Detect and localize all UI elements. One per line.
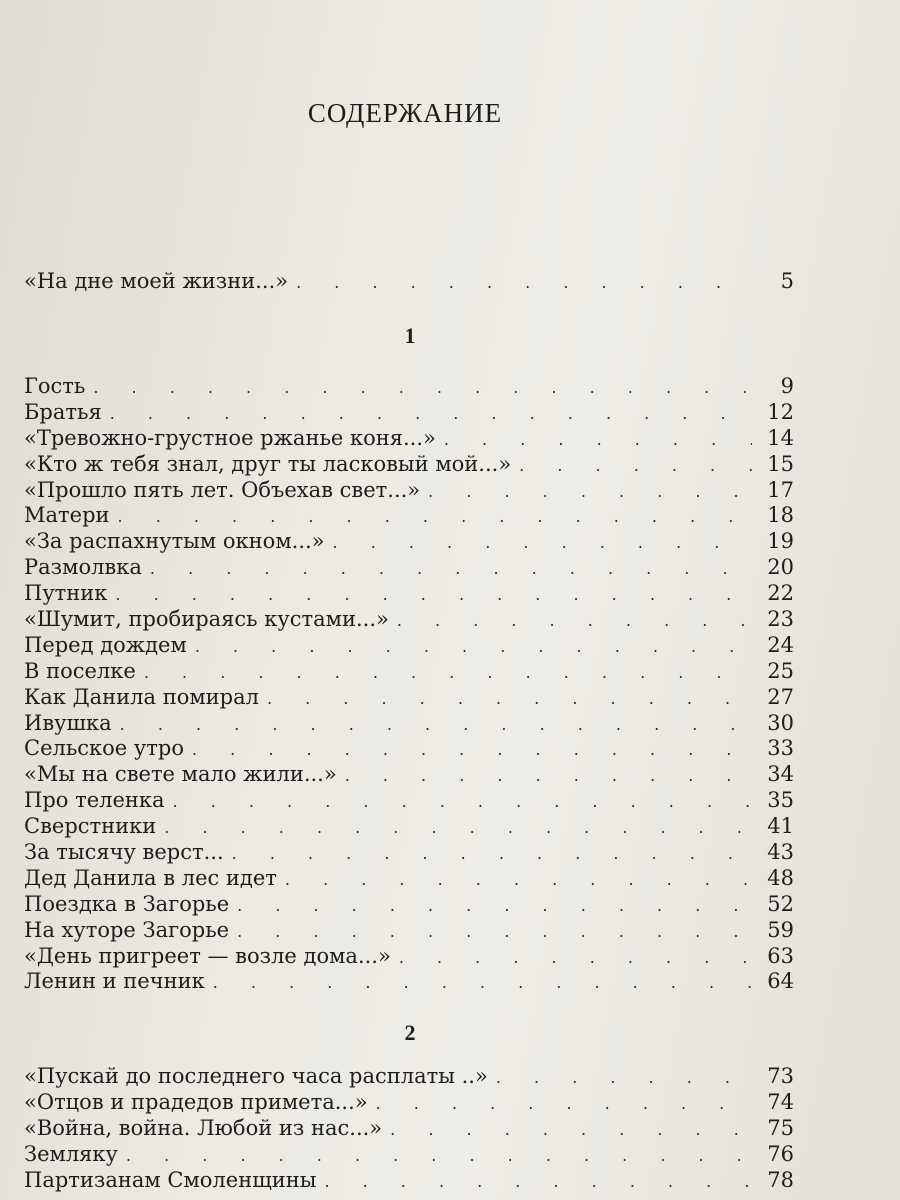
toc-entry-title: «Тревожно-грустное ржанье коня...» (24, 425, 436, 450)
section-heading-2: 2 (404, 1020, 416, 1045)
toc-entry (24, 478, 794, 504)
dot-leader (150, 556, 752, 582)
toc-entry-title: Сверстники (24, 814, 157, 839)
toc-entry-title: За тысячу верст... (24, 840, 224, 865)
dot-leader (164, 815, 752, 841)
toc-entry-title: Размолвка (24, 555, 142, 580)
dot-leader (115, 582, 752, 608)
toc-entry-title: Гость (24, 374, 86, 398)
toc-entry-title: Как Данила помирал (24, 684, 259, 709)
toc-entry-title: Ивушка (24, 710, 112, 735)
toc-entry-page-number: 35 (767, 788, 794, 813)
toc-entry-page-number: 59 (767, 917, 794, 942)
dot-leader (120, 712, 752, 738)
dot-leader (496, 1065, 752, 1091)
toc-entry-title: «День пригреет — возле дома...» (24, 943, 391, 968)
toc-entry-page-number: 19 (767, 529, 794, 554)
toc-entry-page-number: 18 (767, 503, 794, 528)
toc-entry (24, 892, 794, 918)
dot-leader (376, 1091, 752, 1117)
toc-entry-title: На хуторе Загорье (24, 917, 230, 942)
toc-entry-title: «За распахнутым окном...» (24, 529, 325, 554)
dot-leader (232, 841, 752, 867)
toc-entry-title: Матери (24, 503, 110, 528)
dot-leader (195, 634, 752, 660)
toc-entry (24, 555, 794, 581)
dot-leader (390, 1117, 752, 1143)
toc-entry-title: «Шумит, пробираясь кустами...» (24, 607, 389, 632)
toc-entry (24, 969, 794, 995)
toc-entry (24, 814, 794, 840)
toc-entry (24, 918, 794, 944)
toc-entry (24, 374, 794, 400)
toc-entry-page-number: 52 (767, 891, 794, 916)
toc-entry-title: Путник (24, 581, 108, 606)
toc-entry (24, 711, 794, 737)
toc-entry-page-number: 25 (767, 658, 794, 683)
dot-leader (285, 867, 752, 893)
toc-entry-title: «Прошло пять лет. Объехав свет...» (24, 477, 421, 502)
dot-leader (267, 686, 752, 712)
toc-entry-title: «Кто ж тебя знал, друг ты ласковый мой...» (24, 451, 512, 476)
toc-entry (24, 1142, 794, 1168)
dot-leader (93, 375, 752, 401)
toc-entry-title: «Пускай до последнего часа расплаты ..» (24, 1064, 488, 1088)
toc-entry (24, 581, 794, 607)
toc-entry (24, 1168, 794, 1194)
toc-entry-page-number: 22 (767, 581, 794, 606)
section-heading-1: 1 (404, 323, 416, 348)
dot-leader (519, 453, 752, 479)
toc-entry (24, 452, 794, 478)
toc-entry-page-number: 63 (767, 943, 794, 968)
toc-entry-page-number: 64 (767, 969, 794, 994)
toc-entry (24, 1090, 794, 1116)
dot-leader (333, 530, 752, 556)
toc-entry-title: «Мы на свете мало жили...» (24, 762, 337, 787)
toc-entry-page-number: 30 (767, 710, 794, 735)
toc-entry-page-number: 12 (767, 399, 794, 424)
toc-entry-page-number: 14 (767, 425, 794, 450)
toc-entry-title: Земляку (24, 1141, 118, 1166)
toc-entry-page-number: 34 (767, 762, 794, 787)
toc-entry (24, 400, 794, 426)
toc-entry-page-number: 33 (767, 736, 794, 761)
toc-entry (24, 685, 794, 711)
toc-entry-page-number: 76 (767, 1141, 794, 1166)
dot-leader (173, 789, 752, 815)
toc-entry-page-number: 48 (767, 865, 794, 890)
toc-entry-page-number: 43 (767, 840, 794, 865)
toc-entry-page-number: 78 (767, 1167, 794, 1192)
toc-entry-page-number: 23 (767, 607, 794, 632)
toc-entry (24, 866, 794, 892)
toc-entry (24, 529, 794, 555)
toc-entry-page-number: 24 (767, 632, 794, 657)
toc-entry-page-number: 15 (767, 451, 794, 476)
dot-leader (428, 479, 752, 505)
dot-leader (192, 737, 752, 763)
dot-leader (444, 427, 752, 453)
toc-entry-title: В поселке (24, 658, 136, 683)
dot-leader (126, 1143, 752, 1169)
toc-entry (24, 503, 794, 529)
toc-entry-page-number: 9 (780, 374, 794, 398)
toc-entry (24, 762, 794, 788)
toc-entry-page-number: 73 (767, 1064, 794, 1088)
toc-entry-title: Ленин и печник (24, 969, 205, 994)
toc-entry (24, 633, 794, 659)
toc-entry-page-number: 5 (780, 269, 794, 293)
dot-leader (296, 270, 752, 296)
dot-leader (345, 763, 752, 789)
toc-entry (24, 1064, 794, 1090)
dot-leader (397, 608, 752, 634)
dot-leader (324, 1169, 752, 1195)
toc-entry (24, 736, 794, 762)
dot-leader (399, 945, 752, 971)
dot-leader (213, 970, 752, 996)
toc-entry-title: Перед дождем (24, 632, 187, 657)
dot-leader (237, 893, 752, 919)
toc-entry-title: «Война, война. Любой из нас...» (24, 1115, 383, 1140)
toc-entry (24, 1116, 794, 1142)
toc-entry-title: Сельское утро (24, 736, 184, 761)
toc-entry-page-number: 74 (767, 1089, 794, 1114)
toc-entry (24, 426, 794, 452)
toc-entry-title: «Отцов и прадедов примета...» (24, 1089, 368, 1114)
toc-entry-title: Братья (24, 399, 102, 424)
toc-entry-page-number: 20 (767, 555, 794, 580)
toc-section-1 (24, 374, 794, 995)
toc-entry-page-number: 75 (767, 1115, 794, 1140)
toc-entry (24, 607, 794, 633)
dot-leader (110, 401, 752, 427)
toc-entry (24, 659, 794, 685)
toc-entry-page-number: 17 (767, 477, 794, 502)
toc-entry-title: Поездка в Загорье (24, 891, 230, 916)
toc-intro (24, 269, 794, 295)
dot-leader (237, 919, 752, 945)
toc-entry (24, 840, 794, 866)
toc-entry-title: Про теленка (24, 788, 165, 813)
toc-entry (24, 269, 794, 295)
page-title: СОДЕРЖАНИЕ (307, 98, 503, 128)
toc-entry-title: Партизанам Смоленщины (24, 1167, 317, 1192)
toc-entry-title: «На дне моей жизни...» (24, 269, 289, 293)
toc-entry (24, 788, 794, 814)
toc-entry-page-number: 41 (767, 814, 794, 839)
toc-entry-title: Дед Данила в лес идет (24, 865, 277, 890)
toc-section-2 (24, 1064, 794, 1193)
toc-entry (24, 944, 794, 970)
dot-leader (118, 504, 752, 530)
toc-entry-page-number: 27 (767, 684, 794, 709)
dot-leader (144, 660, 752, 686)
